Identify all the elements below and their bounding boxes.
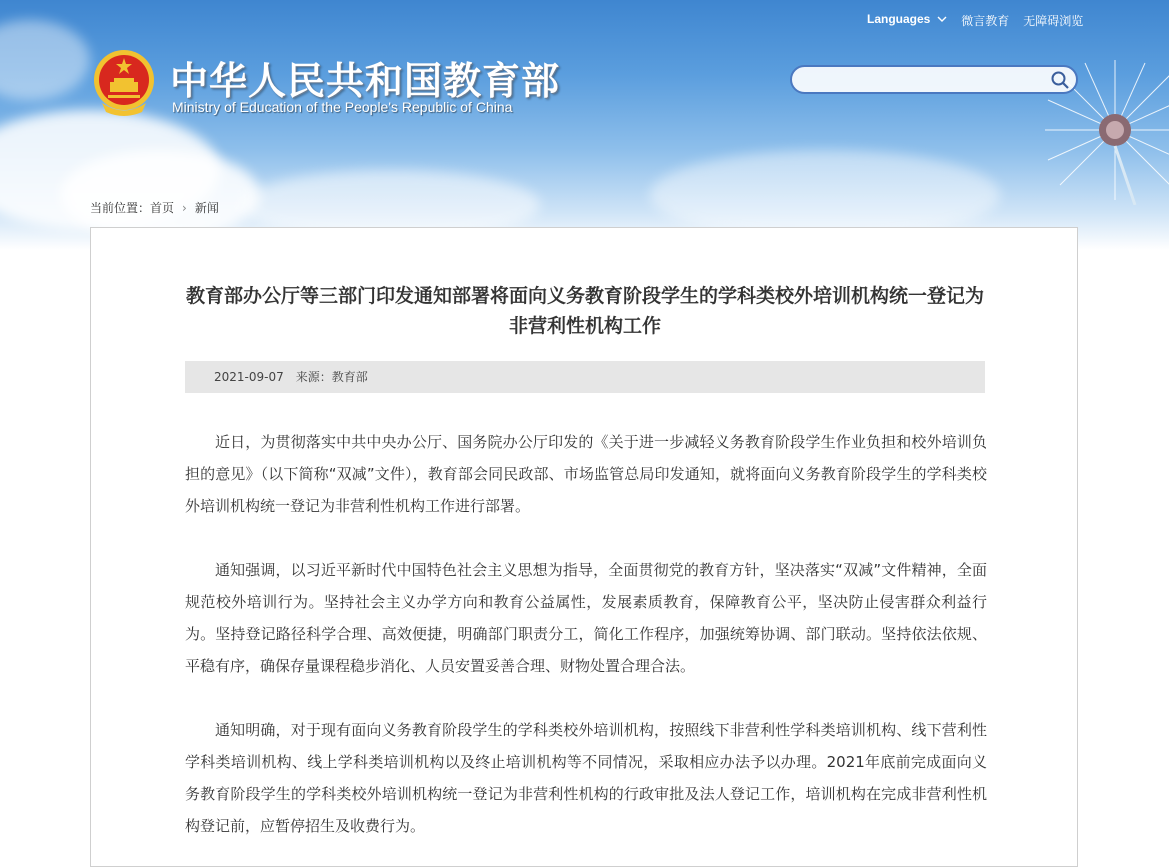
site-title: 中华人民共和国教育部 [170, 59, 561, 103]
search-input[interactable] [802, 70, 1046, 92]
article-paragraph: 近日，为贯彻落实中共中央办公厅、国务院办公厅印发的《关于进一步减轻义务教育阶段学生作业负担和校外培训负担的意见》（以下简称“双减”文件），教育部会同民政部、市场监管总局印发通知，就将面向义务教育阶段学生的学科类校外培训机构统一登记为非营利性机构工作进行部署。 [185, 433, 987, 515]
article-date: 2021-09-07 [214, 370, 284, 384]
chevron-down-icon [937, 15, 947, 23]
article-meta [185, 361, 985, 393]
breadcrumb-current[interactable]: 新闻 [194, 201, 219, 215]
languages-label: Languages [867, 12, 931, 26]
site-subtitle: Ministry of Education of the People's Republic of China [172, 99, 513, 115]
header-banner [0, 0, 1169, 250]
article-title: 教育部办公厅等三部门印发通知部署将面向义务教育阶段学生的学科类校外培训机构统一登记为非营利性机构工作 [185, 285, 984, 337]
article-paragraph: 通知明确，对于现有面向义务教育阶段学生的学科类校外培训机构，按照线下非营利性学科类培训机构、线下营利性学科类培训机构、线上学科类培训机构以及终止培训机构等不同情况，采取相应办法予以办理。2021年底前完成面向义务教育阶段学生的学科类校外培训机构统一登记为非营利性机构的行政审批及法人登记工作，培训机构在完成非营利性机构登记前，应暂停招生及收费行为。 [185, 721, 987, 835]
languages-menu[interactable] [867, 12, 947, 29]
national-emblem-icon [92, 48, 156, 116]
article-source: 来源：教育部 [295, 370, 368, 384]
weibo-link[interactable]: 微言教育 [961, 14, 1010, 28]
breadcrumb-separator-icon: › [182, 201, 187, 215]
accessibility-link[interactable]: 无障碍浏览 [1023, 14, 1084, 28]
search-box [790, 65, 1078, 94]
breadcrumb-prefix: 当前位置： [90, 201, 151, 215]
search-icon[interactable] [1050, 70, 1070, 90]
breadcrumb [90, 199, 219, 216]
top-links [867, 12, 1083, 29]
breadcrumb-home[interactable]: 首页 [150, 201, 175, 215]
article-paragraph: 通知强调，以习近平新时代中国特色社会主义思想为指导，全面贯彻党的教育方针，坚决落实“双减”文件精神，全面规范校外培训行为。坚持社会主义办学方向和教育公益属性，发展素质教育，保障教育公平，坚决防止侵害群众利益行为。坚持登记路径科学合理、高效便捷，明确部门职责分工，简化工作程序，加强统筹协调、部门联动。坚持依法依规、平稳有序，确保存量课程稳步消化、人员安置妥善合理、财物处置合理合法。 [185, 561, 987, 675]
